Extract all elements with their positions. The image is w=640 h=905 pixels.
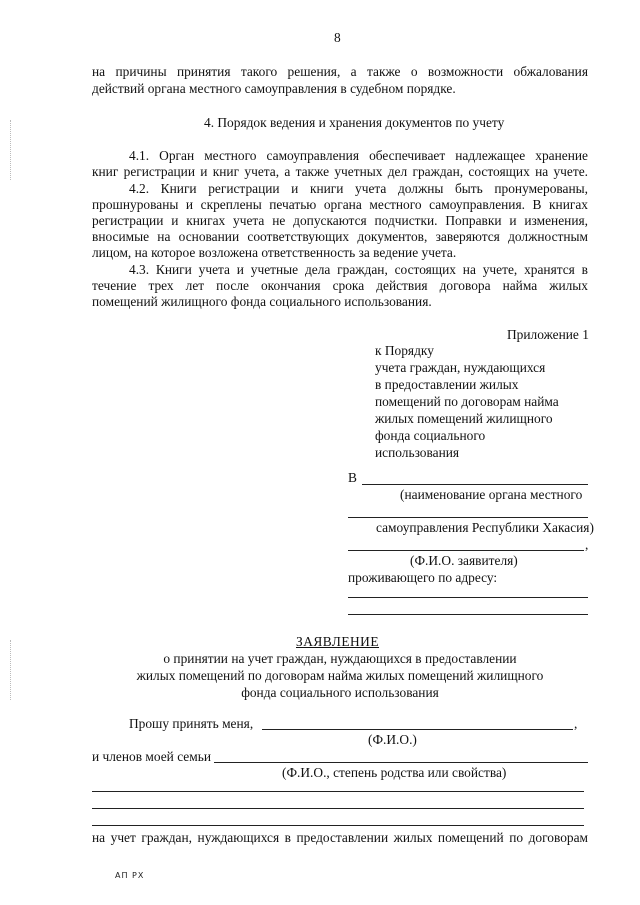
paragraph-4-1-line: 4.1. Орган местного самоуправления обеспечивает надлежащее хранение [129, 148, 588, 163]
statement-subtitle-line: фонда социального использования [241, 685, 439, 700]
applicant-fio-hint: (Ф.И.О. заявителя) [410, 553, 518, 568]
paragraph-4-2-line: прошнурованы и скреплены печатью органа местного самоуправления. В книгах [92, 197, 588, 212]
org-name-field-line[interactable] [362, 484, 588, 485]
request-prefix: Прошу принять меня, [129, 716, 254, 731]
appendix-line: использования [375, 445, 460, 460]
footer-mark: АП РХ [115, 871, 145, 880]
request-comma: , [574, 716, 578, 731]
intro-line: на причины принятия такого решения, а также о возможности обжалования [92, 64, 588, 79]
family-field-line[interactable] [92, 808, 584, 809]
org-name-hint: (наименование органа местного [400, 487, 583, 502]
paragraph-4-2-line: регистрации и книгах учета не допускаются подчистки. Поправки и изменения, [92, 213, 588, 228]
request-fio-field-line[interactable] [262, 729, 573, 730]
paragraph-4-1-line: книг регистрации и книг учета, а также учетных дел граждан, состоящих на учете. [92, 164, 588, 179]
comma: , [585, 537, 589, 552]
appendix-line: фонда социального [375, 428, 486, 443]
family-field-line[interactable] [92, 791, 584, 792]
family-field-line[interactable] [92, 825, 584, 826]
family-prefix: и членов моей семьи [92, 749, 211, 764]
to-prefix: В [348, 470, 357, 485]
residing-label: проживающего по адресу: [348, 570, 498, 585]
appendix-line: жилых помещений жилищного [375, 411, 553, 426]
appendix-line: учета граждан, нуждающихся [375, 360, 546, 375]
address-field-line[interactable] [348, 614, 588, 615]
appendix-label: Приложение 1 [507, 327, 589, 342]
appendix-line: к Порядку [375, 343, 434, 358]
family-hint: (Ф.И.О., степень родства или свойства) [282, 765, 507, 780]
address-field-line[interactable] [348, 597, 588, 598]
paragraph-4-3-line: помещений жилищного фонда социального использования. [92, 294, 432, 309]
org-name-hint-2: самоуправления Республики Хакасия) [376, 520, 594, 535]
paragraph-4-2-line: 4.2. Книги регистрации и книги учета должны быть пронумерованы, [129, 181, 588, 196]
paragraph-4-2-line: вносимые на основании соответствующих документов, заверяются должностным [92, 229, 588, 244]
scan-margin-mark [10, 640, 12, 700]
statement-title: ЗАЯВЛЕНИЕ [296, 634, 380, 649]
intro-line: действий органа местного самоуправления в судебном порядке. [92, 81, 456, 96]
scan-margin-mark [10, 120, 12, 180]
statement-subtitle-line: жилых помещений по договорам найма жилых помещений жилищного [136, 668, 544, 683]
family-field-line[interactable] [214, 762, 588, 763]
request-fio-hint: (Ф.И.О.) [368, 732, 417, 747]
section-heading: 4. Порядок ведения и хранения документов по учету [204, 115, 505, 130]
paragraph-4-3-line: 4.3. Книги учета и учетные дела граждан, состоящих на учете, хранятся в [129, 262, 588, 277]
org-name-field-line-2[interactable] [348, 517, 588, 518]
appendix-line: помещений по договорам найма [375, 394, 559, 409]
statement-last-line: на учет граждан, нуждающихся в предоставлении жилых помещений по договорам [92, 830, 588, 845]
statement-subtitle-line: о принятии на учет граждан, нуждающихся в предоставлении [163, 651, 517, 666]
paragraph-4-3-line: течение трех лет после окончания срока действия договора найма жилых [92, 278, 588, 293]
paragraph-4-2-line: лицом, на которое возложена ответственность за ведение учета. [92, 245, 457, 260]
appendix-line: в предоставлении жилых [375, 377, 519, 392]
applicant-fio-field-line[interactable] [348, 550, 584, 551]
page-number: 8 [334, 30, 341, 45]
